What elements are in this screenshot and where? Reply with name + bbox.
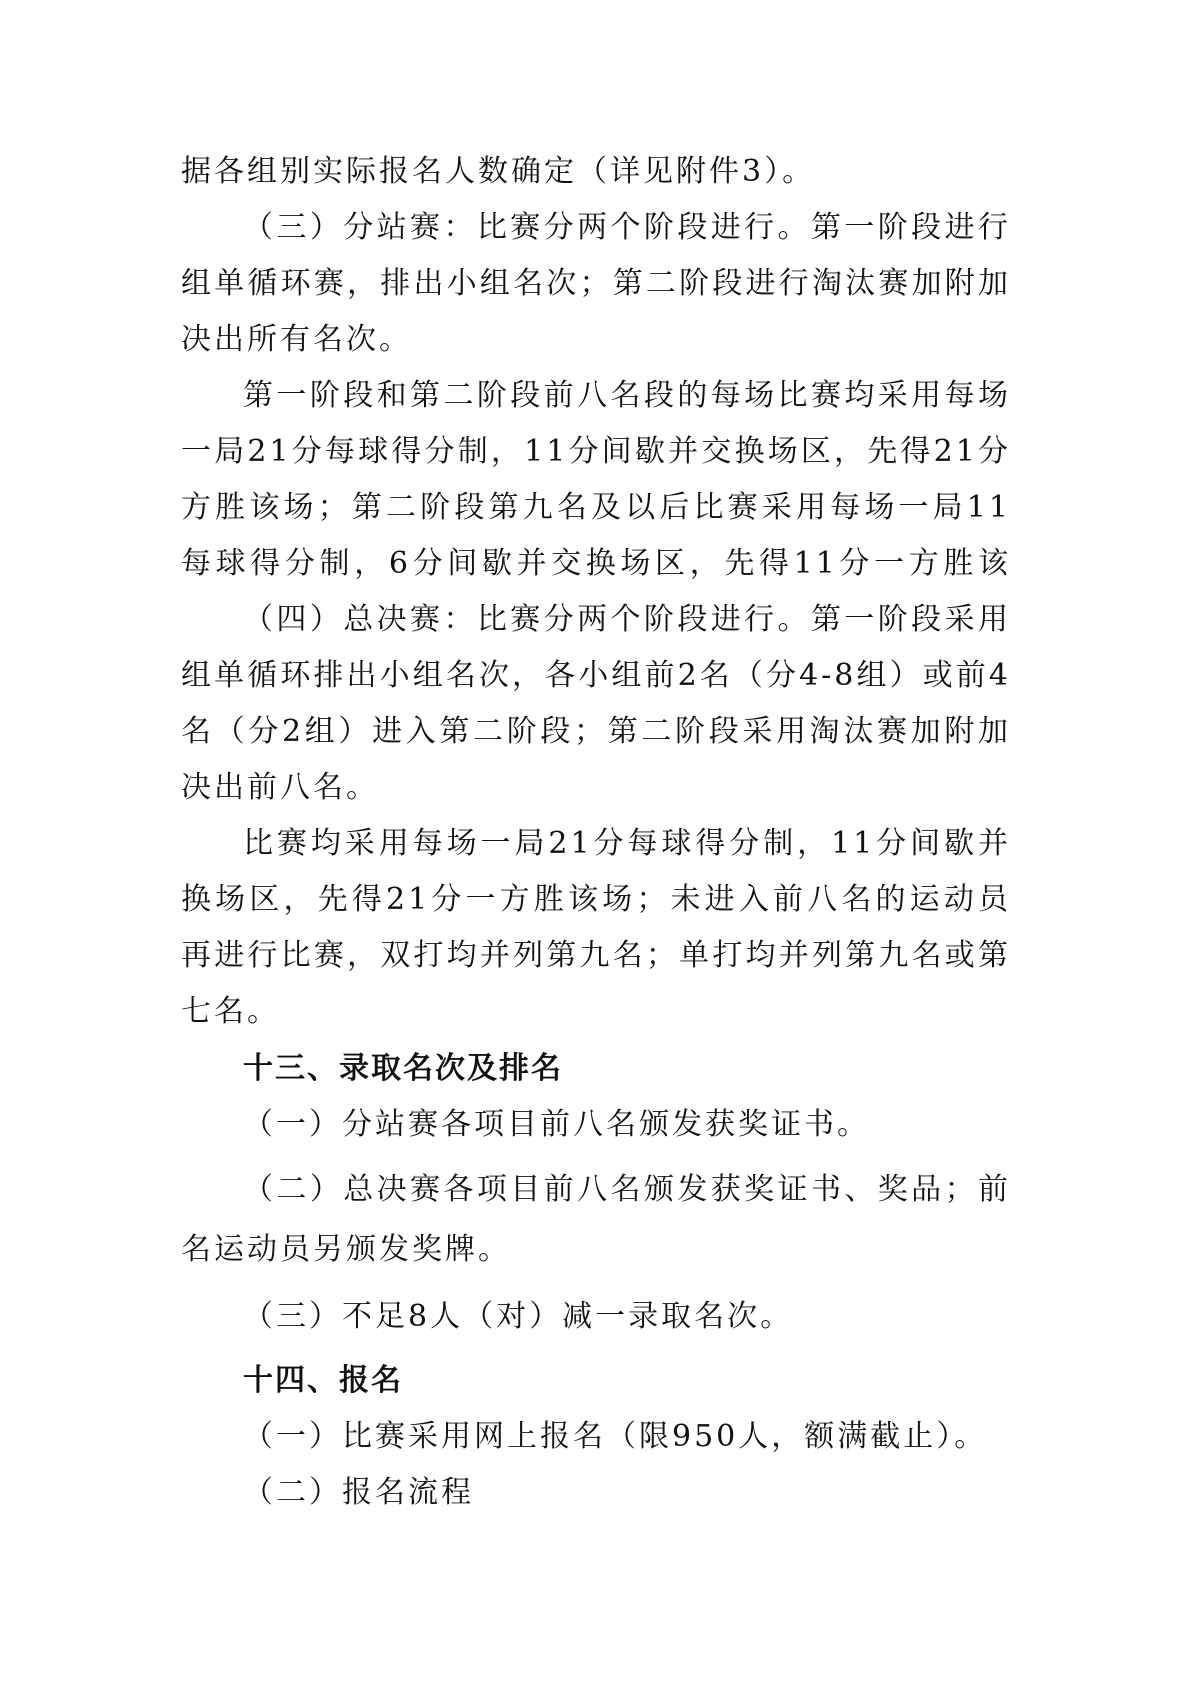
paragraph-line: （一）比赛采用网上报名（限950人，额满截止）。 xyxy=(243,1419,988,1454)
paragraph-line: 组单循环排出小组名次，各小组前2名（分4-8组）或前4 xyxy=(181,658,1011,693)
paragraph-line: 决出前八名。 xyxy=(181,770,379,805)
paragraph-line: 七名。 xyxy=(181,994,280,1029)
paragraph-line: 比赛均采用每场一局21分每球得分制，11分间歇并 xyxy=(243,826,1011,861)
section-heading: 十三、录取名次及排名 xyxy=(243,1051,563,1086)
paragraph-line: 名运动员另颁发奖牌。 xyxy=(181,1232,511,1267)
paragraph-line: 决出所有名次。 xyxy=(181,322,412,357)
paragraph-line: 组单循环赛，排出小组名次；第二阶段进行淘汰赛加附加 xyxy=(181,266,1011,301)
paragraph-line: 再进行比赛，双打均并列第九名；单打均并列第九名或第 xyxy=(181,938,1011,973)
paragraph-line: 方胜该场；第二阶段第九名及以后比赛采用每场一局11 xyxy=(181,490,1011,525)
paragraph-line: （四）总决赛：比赛分两个阶段进行。第一阶段采用 xyxy=(243,602,1011,637)
paragraph-line: 据各组别实际报名人数确定（详见附件3）。 xyxy=(181,154,816,189)
paragraph-line: 名（分2组）进入第二阶段；第二阶段采用淘汰赛加附加 xyxy=(181,714,1011,749)
section-heading: 十四、报名 xyxy=(243,1363,403,1398)
paragraph-line: （二）报名流程 xyxy=(243,1475,474,1510)
paragraph-line: 一局21分每球得分制，11分间歇并交换场区，先得21分 xyxy=(181,434,1011,469)
paragraph-line: 换场区，先得21分一方胜该场；未进入前八名的运动员 xyxy=(181,882,1011,917)
paragraph-line: （一）分站赛各项目前八名颁发获奖证书。 xyxy=(243,1107,870,1142)
paragraph-line: 每球得分制，6分间歇并交换场区，先得11分一方胜该 xyxy=(181,546,1011,581)
paragraph-line: （二）总决赛各项目前八名颁发获奖证书、奖品；前 xyxy=(243,1172,1011,1207)
paragraph-line: （三）不足8人（对）减一录取名次。 xyxy=(243,1299,794,1334)
paragraph-line: 第一阶段和第二阶段前八名段的每场比赛均采用每场 xyxy=(243,378,1011,413)
paragraph-line: （三）分站赛：比赛分两个阶段进行。第一阶段进行 xyxy=(243,210,1011,245)
